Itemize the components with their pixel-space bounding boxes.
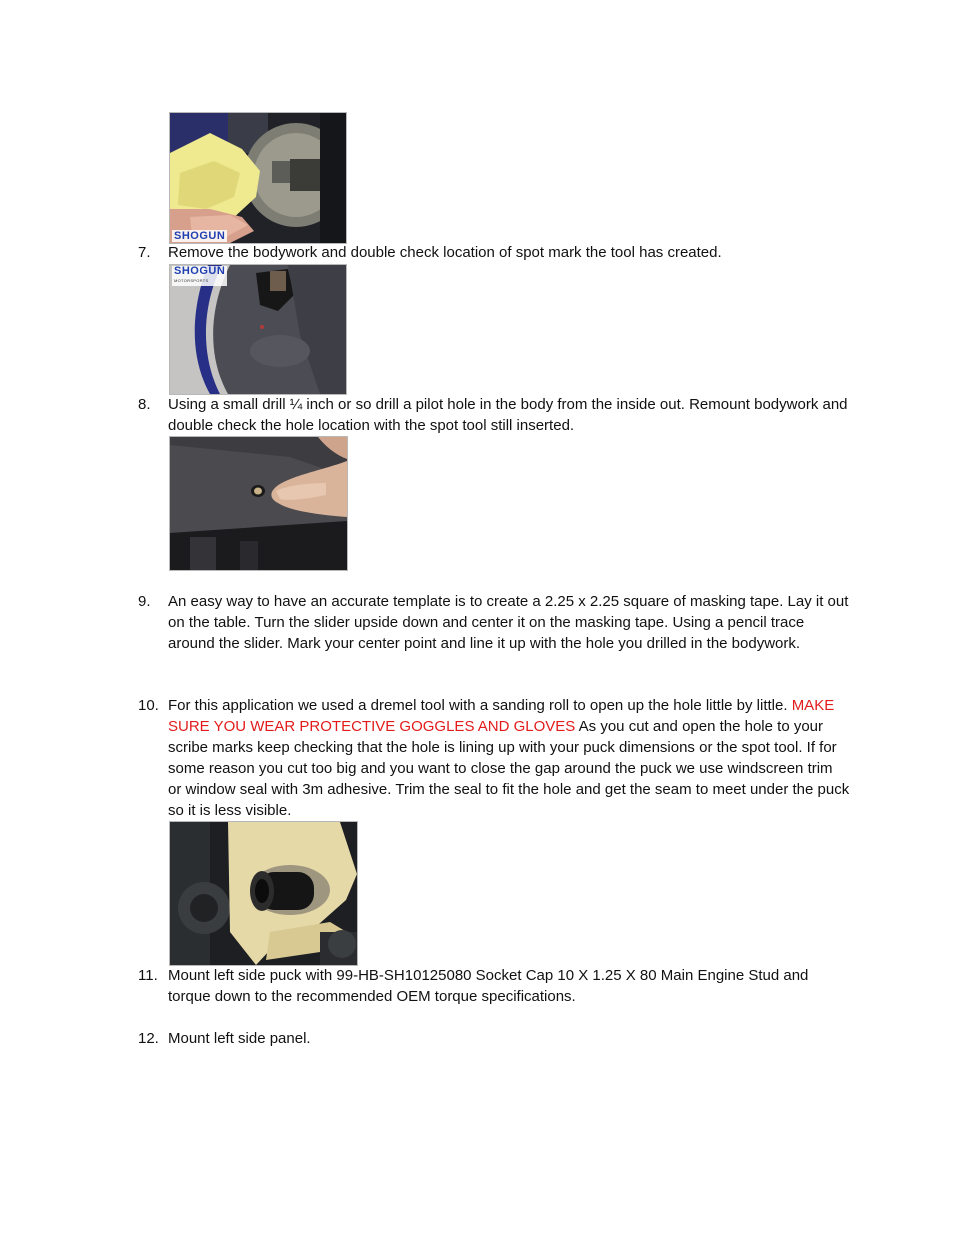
step-9 bbox=[138, 591, 850, 654]
step-8 bbox=[138, 394, 850, 436]
step-11 bbox=[138, 965, 850, 1007]
shogun-logo bbox=[172, 230, 227, 242]
step-number: 11. bbox=[138, 967, 158, 984]
photo-pilot-hole bbox=[169, 436, 348, 571]
safety-warning: MAKE SURE YOU WEAR PROTECTIVE GOGGLES AND GLOVES bbox=[168, 697, 835, 735]
photo-cloth-on-bodywork bbox=[169, 112, 347, 244]
photo-puck-image bbox=[170, 822, 357, 965]
photo-puck-mounted bbox=[169, 821, 358, 966]
logo-text: SHOGUN bbox=[174, 230, 226, 242]
step-text: An easy way to have an accurate template is to create a 2.25 x 2.25 square of masking tape. Lay it out on the table. Turn the slider upside down and center it on the masking tape. Using a pencil trace around the slider. Mark your center point and line it up with the hole you drilled in the bodywork. bbox=[168, 593, 849, 652]
shogun-logo bbox=[172, 266, 227, 286]
photo-spot-mark bbox=[169, 264, 347, 395]
step-10 bbox=[138, 695, 850, 821]
step-text-rest: As you cut and open the hole to your scribe marks keep checking that the hole is lining up with your puck dimensions or the spot tool. If for some reason you cut too big and you want to close the gap around the puck we use windscreen trim or window seal with 3m adhesive. Trim the seal to fit the hole and get the seam to meet under the puck so it is less visible. bbox=[168, 718, 850, 819]
photo-cloth-image bbox=[170, 113, 346, 243]
step-text bbox=[168, 695, 850, 821]
photo-pilot-hole-image bbox=[170, 437, 347, 570]
step-text-intro: For this application we used a dremel tool with a sanding roll to open up the hole little by little. bbox=[168, 697, 792, 714]
step-text: Mount left side puck with 99-HB-SH10125080 Socket Cap 10 X 1.25 X 80 Main Engine Stud and torque down to the recommended OEM torque specifications. bbox=[168, 967, 809, 1005]
step-number: 7. bbox=[138, 244, 151, 261]
step-number: 8. bbox=[138, 396, 151, 413]
step-number: 9. bbox=[138, 593, 151, 610]
step-number: 12. bbox=[138, 1030, 159, 1047]
step-text: Using a small drill ¼ inch or so drill a pilot hole in the body from the inside out. Remount bodywork and double check the hole location with the spot tool still inserted. bbox=[168, 396, 848, 434]
step-number: 10. bbox=[138, 697, 159, 714]
step-text: Remove the bodywork and double check location of spot mark the tool has created. bbox=[168, 244, 722, 261]
logo-text: SHOGUN bbox=[174, 265, 226, 277]
step-text: Mount left side panel. bbox=[168, 1030, 311, 1047]
step-12 bbox=[138, 1028, 850, 1049]
step-7 bbox=[138, 242, 850, 263]
logo-subtext: MOTORSPORTS bbox=[174, 278, 209, 283]
